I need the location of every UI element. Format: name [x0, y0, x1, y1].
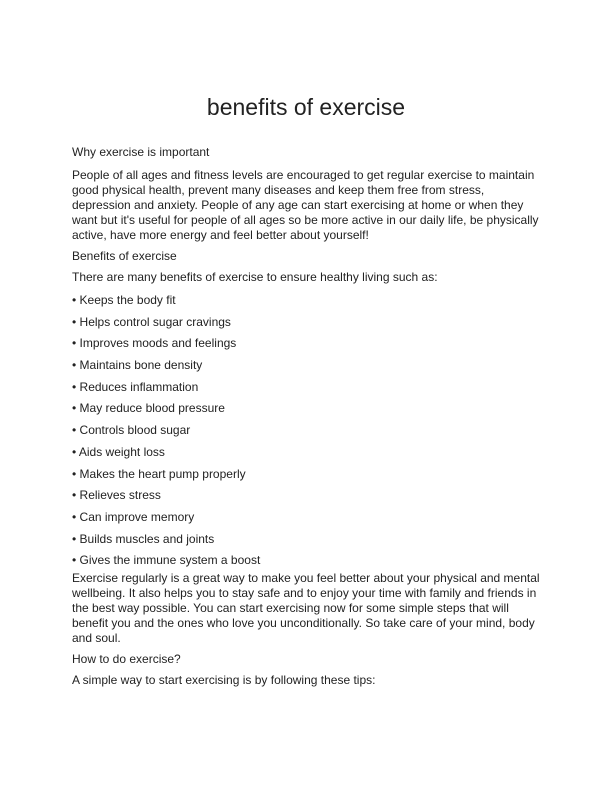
benefits-closing-paragraph: Exercise regularly is a great way to make you feel better about your physical and mental wellbeing. It also helps you to stay safe and to enjoy your time with family and friends in the best way possible. You can start exercising now for some simple steps that will benefit you and the ones who love you unconditionally. So take care of your mind, body and soul.	[72, 571, 540, 646]
document-body	[72, 145, 542, 688]
list-item: • Improves moods and feelings	[72, 336, 237, 351]
list-item: • Helps control sugar cravings	[72, 314, 231, 329]
how-to-intro: A simple way to start exercising is by following these tips:	[72, 673, 376, 688]
benefits-intro: There are many benefits of exercise to ensure healthy living such as:	[72, 270, 438, 284]
section-heading-why-exercise: Why exercise is important	[72, 145, 210, 159]
list-item: • Reduces inflammation	[72, 379, 199, 394]
list-item: • Aids weight loss	[72, 444, 165, 459]
list-item: • Controls blood sugar	[72, 423, 191, 438]
list-item: • Maintains bone density	[72, 358, 203, 373]
page-title: benefits of exercise	[206, 94, 406, 120]
section-paragraph-why-exercise: People of all ages and fitness levels are encouraged to get regular exercise to maintain good physical health, prevent many diseases and keep them free from stress, depression and anxiety. People of any age can start exercising at home or when they want but it's useful for people of all ages so be more active in our daily life, be physically active, have more energy and feel better about yourself!	[72, 168, 539, 242]
list-item: • Gives the immune system a boost	[72, 553, 261, 568]
list-item: • Makes the heart pump properly	[72, 466, 246, 481]
benefits-list	[72, 293, 542, 571]
list-item: • Keeps the body fit	[72, 293, 176, 307]
list-item: • May reduce blood pressure	[72, 401, 225, 416]
section-heading-how-to: How to do exercise?	[72, 652, 181, 667]
list-item: • Builds muscles and joints	[72, 531, 215, 546]
section-heading-benefits: Benefits of exercise	[72, 249, 177, 263]
list-item: • Can improve memory	[72, 509, 195, 524]
list-item: • Relieves stress	[72, 488, 161, 503]
